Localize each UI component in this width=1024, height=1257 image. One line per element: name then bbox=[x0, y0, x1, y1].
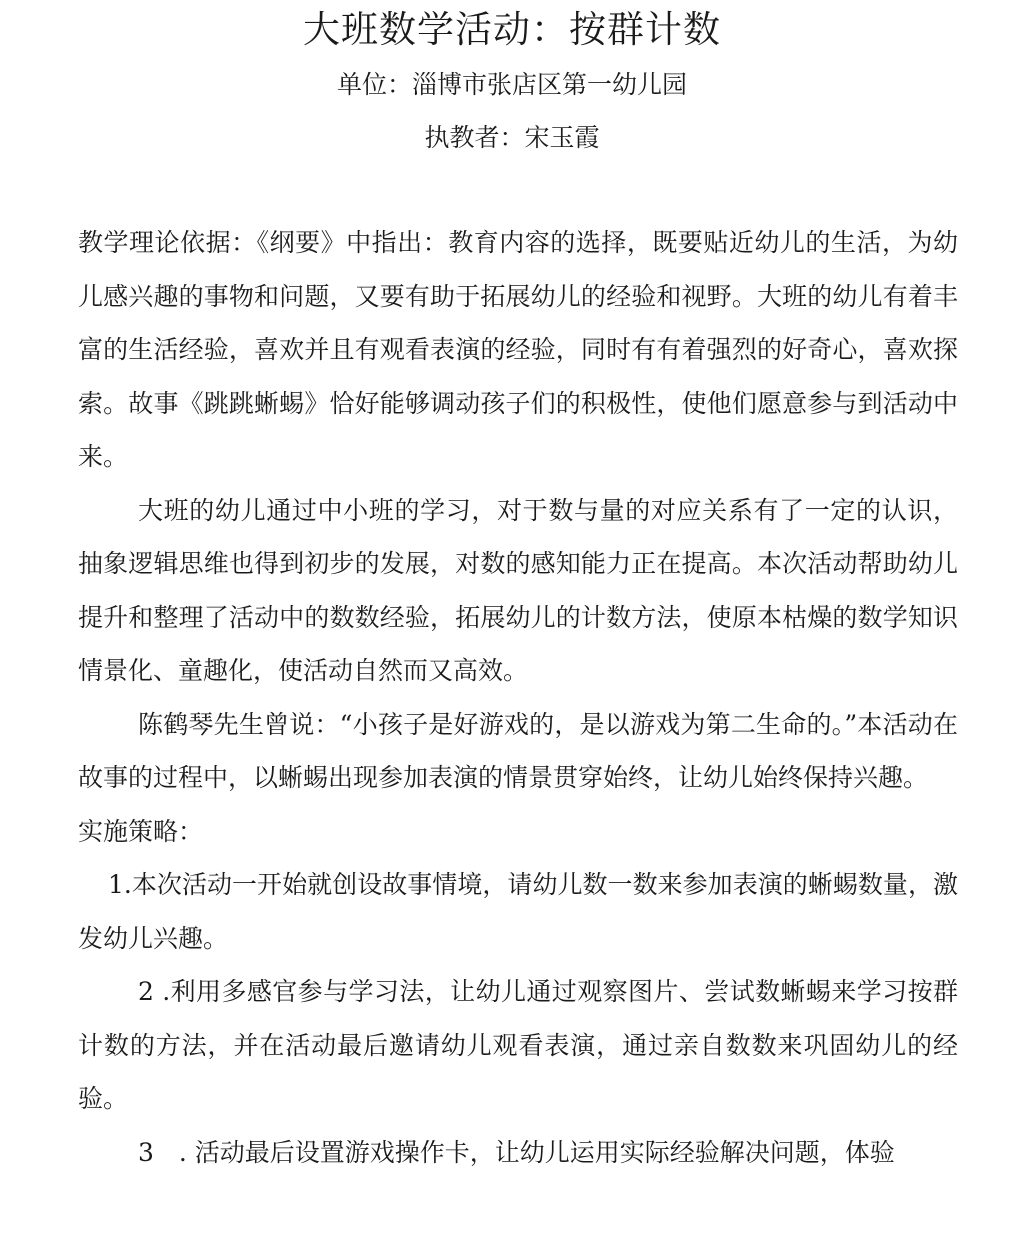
paragraph-theory-basis: 教学理论依据：《纲要》中指出：教育内容的选择，既要贴近幼儿的生活，为幼儿感兴趣的事物和问题，又要有助于拓展幼儿的经验和视野。大班的幼儿有着丰富的生活经验，喜欢并且有观看表演的经验，同时有有着强烈的好奇心，喜欢探索。故事《跳跳蜥蜴》恰好能够调动孩子们的积极性，使他们愿意参与到活动中来。 bbox=[78, 228, 958, 471]
strategy-item-1: 1.本次活动一开始就创设故事情境，请幼儿数一数来参加表演的蜥蜴数量，激发幼儿兴趣。 bbox=[78, 870, 958, 953]
paragraph-quote: 陈鹤琴先生曾说：“小孩子是好游戏的，是以游戏为第二生命的。”本活动在故事的过程中，以蜥蜴出现参加表演的情景贯穿始终，让幼儿始终保持兴趣。 bbox=[78, 709, 958, 792]
document-body bbox=[78, 216, 958, 1179]
section-heading-strategy: 实施策略： bbox=[78, 816, 204, 846]
strategy-item-3: 3 . 活动最后设置游戏操作卡，让幼儿运用实际经验解决问题，体验 bbox=[138, 1137, 895, 1167]
document-title: 大班数学活动：按群计数 bbox=[303, 8, 721, 51]
organization-line: 单位：淄博市张店区第一幼儿园 bbox=[336, 70, 687, 99]
strategy-item-2: 2 .利用多感官参与学习法，让幼儿通过观察图片、尝试数蜥蜴来学习按群计数的方法，并在活动最后邀请幼儿观看表演，通过亲自数数来巩固幼儿的经验。 bbox=[78, 977, 958, 1113]
paragraph-children-ability: 大班的幼儿通过中小班的学习，对于数与量的对应关系有了一定的认识，抽象逻辑思维也得到初步的发展，对数的感知能力正在提高。本次活动帮助幼儿提升和整理了活动中的数数经验，拓展幼儿的计数方法，使原本枯燥的数学知识情景化、童趣化，使活动自然而又高效。 bbox=[78, 495, 958, 685]
teacher-line: 执教者：宋玉霞 bbox=[424, 123, 600, 152]
